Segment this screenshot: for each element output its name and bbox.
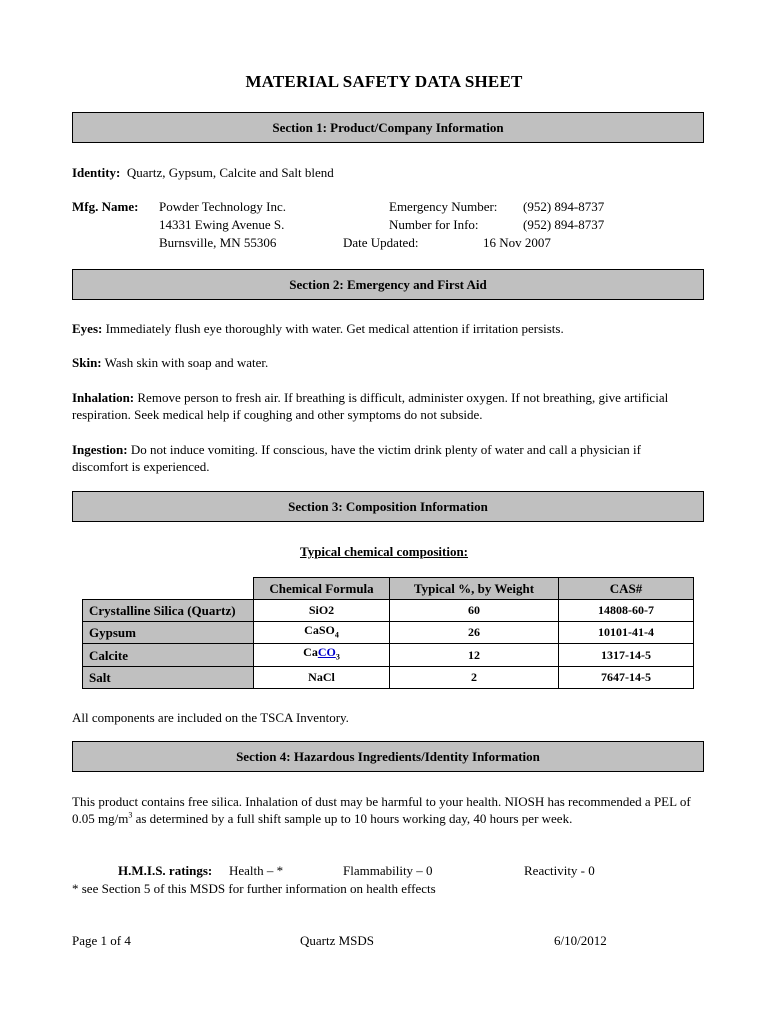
document-title: MATERIAL SAFETY DATA SHEET — [245, 72, 523, 91]
eyes-label: Eyes: — [72, 321, 103, 336]
table-corner — [83, 578, 254, 600]
footer-date: 6/10/2012 — [554, 933, 607, 948]
table-row — [83, 666, 694, 688]
cas-calcite: 1317-14-5 — [559, 644, 694, 666]
silica-text-1: This product contains free silica. Inhalation of dust may be harmful to your health. NIOSH has recommended a PEL of 0.05 mg/m — [72, 794, 691, 826]
hmis-health: Health – * — [229, 863, 284, 878]
inhalation-paragraph — [72, 389, 687, 423]
composition-table-title: Typical chemical composition: — [299, 544, 469, 559]
col-header-percent: Typical %, by Weight — [390, 578, 559, 600]
hmis-reactivity: Reactivity - 0 — [524, 863, 595, 878]
formula-calcite-link[interactable]: CO — [317, 645, 336, 660]
section1-header: Section 1: Product/Company Information — [72, 112, 704, 143]
composition-table — [82, 577, 694, 689]
footer-page: Page 1 of 4 — [72, 933, 131, 948]
section2-header: Section 2: Emergency and First Aid — [72, 269, 704, 300]
info-value: (952) 894-8737 — [523, 217, 605, 232]
formula-calcite-sub: 3 — [335, 652, 340, 662]
info-label: Number for Info: — [389, 217, 479, 232]
section3-header: Section 3: Composition Information — [72, 491, 704, 522]
eyes-paragraph — [72, 320, 692, 337]
formula-gypsum-base: CaSO — [304, 623, 335, 637]
col-header-formula: Chemical Formula — [254, 578, 390, 600]
row-name-salt: Salt — [83, 666, 254, 688]
formula-gypsum-sub: 4 — [334, 630, 339, 640]
mfg-label: Mfg. Name: — [72, 199, 139, 214]
updated-label: Date Updated: — [343, 235, 419, 250]
percent-salt: 2 — [390, 666, 559, 688]
skin-paragraph — [72, 354, 692, 371]
skin-label: Skin: — [72, 355, 102, 370]
percent-gypsum: 26 — [390, 622, 559, 644]
col-header-cas: CAS# — [559, 578, 694, 600]
footer-doc: Quartz MSDS — [300, 933, 375, 948]
silica-paragraph — [72, 793, 694, 827]
table-row — [83, 600, 694, 622]
cas-quartz: 14808-60-7 — [559, 600, 694, 622]
cas-gypsum: 10101-41-4 — [559, 622, 694, 644]
inhalation-label: Inhalation: — [72, 390, 135, 405]
formula-calcite — [254, 644, 390, 666]
hmis-label: H.M.I.S. ratings: — [118, 863, 213, 878]
inhalation-text: Remove person to fresh air. If breathing is difficult, administer oxygen. If not breathing, give artificial respiration. Seek medical help if coughing and other symptoms do not subside. — [72, 390, 669, 422]
table-row — [83, 622, 694, 644]
hmis-flammability: Flammability – 0 — [343, 863, 433, 878]
identity-line — [72, 164, 334, 181]
formula-salt: NaCl — [254, 666, 390, 688]
section4-header: Section 4: Hazardous Ingredients/Identity Information — [72, 741, 704, 772]
ingestion-text: Do not induce vomiting. If conscious, have the victim drink plenty of water and call a physician if discomfort is experienced. — [72, 442, 641, 474]
identity-value: Quartz, Gypsum, Calcite and Salt blend — [126, 165, 334, 180]
emergency-value: (952) 894-8737 — [523, 199, 605, 214]
percent-quartz: 60 — [390, 600, 559, 622]
row-name-calcite: Calcite — [83, 644, 254, 666]
company-name: Powder Technology Inc. — [159, 199, 287, 214]
company-street: 14331 Ewing Avenue S. — [159, 217, 285, 232]
skin-text: Wash skin with soap and water. — [104, 355, 269, 370]
row-name-quartz: Crystalline Silica (Quartz) — [83, 600, 254, 622]
cas-salt: 7647-14-5 — [559, 666, 694, 688]
formula-calcite-base: Ca — [303, 645, 318, 660]
silica-text-sup: 3 — [128, 810, 133, 820]
company-city: Burnsville, MN 55306 — [159, 235, 277, 250]
ingestion-paragraph — [72, 441, 662, 475]
tsca-note: All components are included on the TSCA Inventory. — [72, 710, 349, 725]
eyes-text: Immediately flush eye thoroughly with water. Get medical attention if irritation persists. — [105, 321, 564, 336]
table-header-row — [83, 578, 694, 600]
table-row — [83, 644, 694, 666]
formula-gypsum — [254, 622, 390, 644]
updated-value: 16 Nov 2007 — [483, 235, 551, 250]
silica-text-2: as determined by a full shift sample up to 10 hours working day, 40 hours per week. — [132, 811, 573, 826]
formula-quartz: SiO2 — [254, 600, 390, 622]
ingestion-label: Ingestion: — [72, 442, 128, 457]
row-name-gypsum: Gypsum — [83, 622, 254, 644]
hmis-footnote: * see Section 5 of this MSDS for further information on health effects — [72, 881, 436, 896]
identity-label: Identity: — [72, 165, 121, 180]
emergency-label: Emergency Number: — [389, 199, 498, 214]
percent-calcite: 12 — [390, 644, 559, 666]
